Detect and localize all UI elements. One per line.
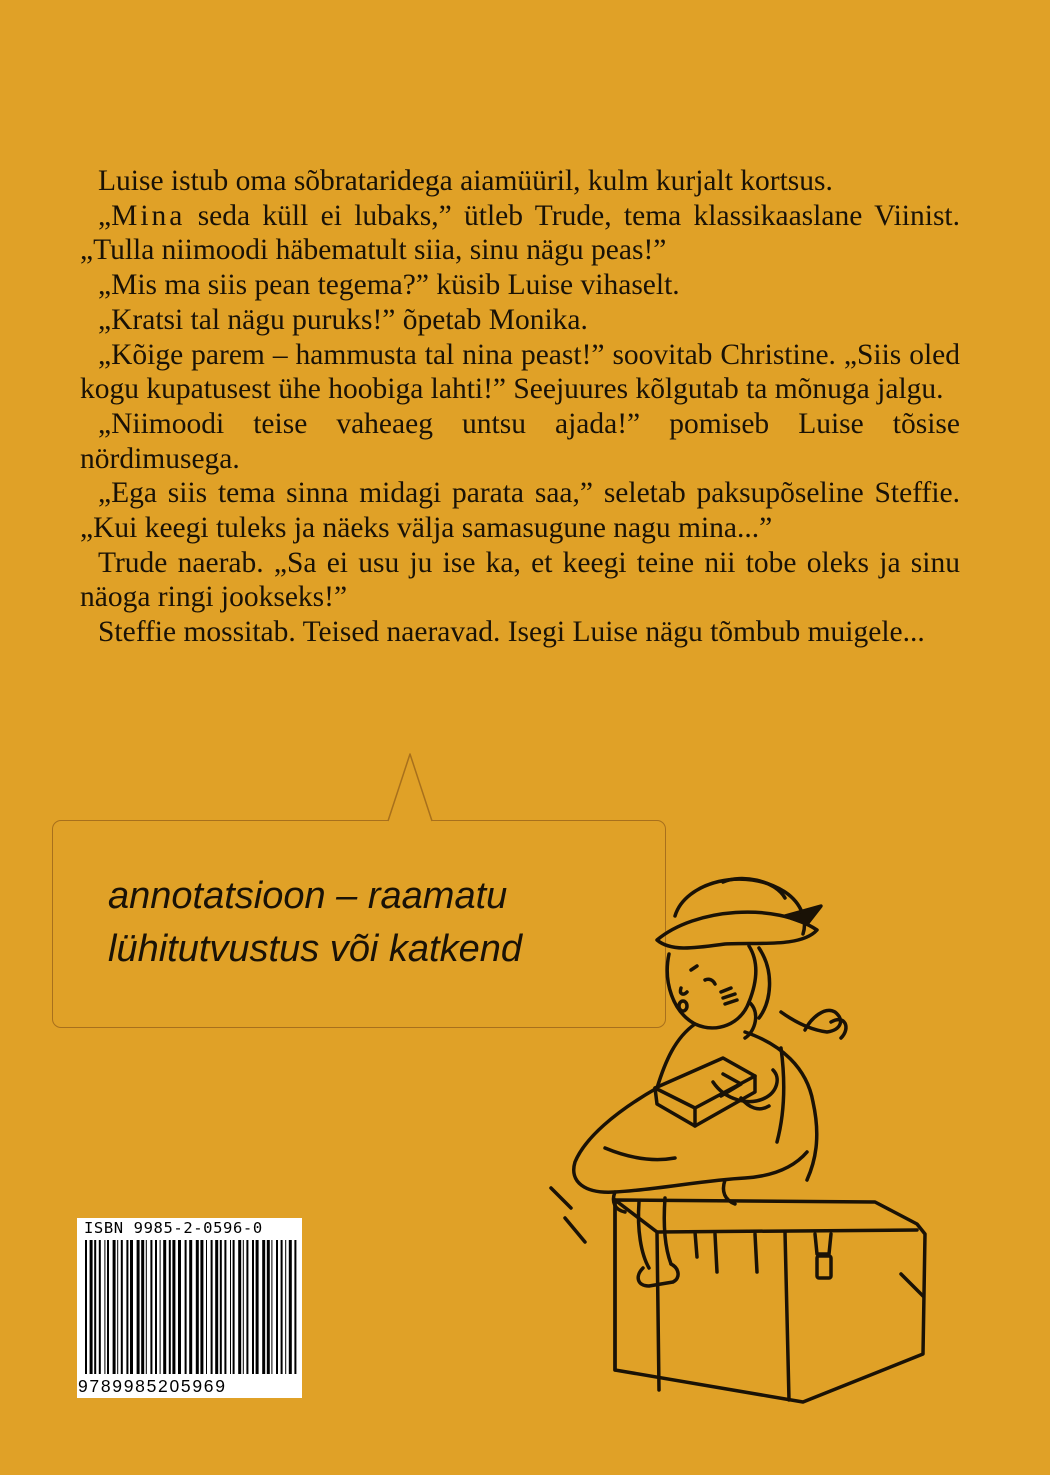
barcode-bar: [121, 1240, 123, 1374]
barcode-bar: [211, 1240, 213, 1374]
barcode-bar: [99, 1240, 101, 1374]
barcode-bar: [281, 1240, 283, 1374]
barcode-bar: [246, 1240, 248, 1374]
barcode-bar: [146, 1240, 147, 1374]
barcode-bar: [215, 1240, 218, 1374]
barcode-bar: [276, 1240, 278, 1374]
isbn-barcode: [77, 1218, 302, 1398]
barcode-bar: [233, 1240, 235, 1374]
barcode-bar: [252, 1240, 254, 1374]
callout-line: annotatsioon – raamatu: [108, 875, 508, 917]
blurb-paragraph: „Mis ma siis pean tegema?” küsib Luise vihaselt.: [98, 269, 680, 302]
barcode-bar: [169, 1240, 171, 1374]
blurb-paragraph: Trude naerab. „Sa ei usu ju ise ka, et keegi teine nii tobe oleks ja sinu näoga ringi jookseks!”: [80, 546, 960, 614]
barcode-bar: [238, 1240, 241, 1374]
barcode-bar: [189, 1240, 192, 1374]
barcode-bar: [104, 1240, 105, 1374]
barcode-bar: [155, 1240, 157, 1374]
barcode-bar: [256, 1240, 259, 1374]
blurb-paragraph: „Mina seda küll ei lubaks,” ütleb Trude, tema klassikaaslane Viinist. „Tulla niimoodi häbematult siia, sinu nägu peas!”: [80, 199, 960, 267]
barcode-bar: [196, 1240, 199, 1374]
barcode-bar: [130, 1240, 133, 1374]
barcode-bar: [141, 1240, 144, 1374]
blurb-paragraph: Luise istub oma sõbrataridega aiamüüril, kulm kurjalt kortsus.: [98, 165, 833, 197]
barcode-bar: [90, 1240, 93, 1374]
barcode-bar: [206, 1240, 207, 1374]
blurb-text: [80, 164, 960, 650]
barcode-bar: [126, 1240, 128, 1374]
blurb-paragraph: „Ega siis tema sinna midagi parata saa,” seletab paksupõseline Steffie. „Kui keegi tuleks ja näeks välja samasugune nagu mina...”: [80, 477, 960, 545]
barcode-bar: [224, 1240, 226, 1374]
callout-line: lühitutvustus või katkend: [108, 928, 523, 970]
ean-digits: 9789985205969: [78, 1376, 227, 1396]
barcode-bar: [85, 1240, 87, 1374]
barcode-bar: [262, 1240, 265, 1374]
barcode-bar: [267, 1240, 270, 1374]
barcode-bar: [178, 1240, 181, 1374]
barcode-bar: [163, 1240, 166, 1374]
barcode-bar: [285, 1240, 286, 1374]
barcode-bar: [230, 1240, 231, 1374]
barcode-bar: [294, 1240, 296, 1374]
barcode-bar: [243, 1240, 244, 1374]
callout-text: [108, 870, 522, 976]
barcode-bar: [117, 1240, 118, 1374]
isbn-label: ISBN 9985-2-0596-0: [84, 1219, 263, 1237]
barcode-bar: [107, 1240, 109, 1374]
barcode-bars: [85, 1240, 297, 1374]
barcode-bar: [220, 1240, 222, 1374]
blurb-paragraph: „Niimoodi teise vaheaeg untsu ajada!” pomiseb Luise tõsise nördimusega.: [80, 407, 960, 475]
barcode-bar: [172, 1240, 175, 1374]
callout-tail: [386, 752, 446, 824]
barcode-bar: [160, 1240, 161, 1374]
barcode-bar: [94, 1240, 96, 1374]
girl-sitting-on-trunk-drawing: [545, 862, 945, 1422]
blurb-paragraph: „Kratsi tal nägu puruks!” õpetab Monika.: [98, 303, 588, 336]
barcode-bar: [271, 1240, 272, 1374]
barcode-bar: [150, 1240, 152, 1374]
barcode-bar: [200, 1240, 203, 1374]
blurb-paragraph: „Kõige parem – hammusta tal nina peast!” soovitab Christine. „Siis oled kogu kupatusest ühe hoobiga lahti!” Seejuures kõlgutab ta mõnuga jalgu.: [80, 338, 960, 406]
barcode-bar: [289, 1240, 292, 1374]
blurb-paragraph: Steffie mossitab. Teised naeravad. Isegi Luise nägu tõmbub muigele...: [98, 616, 925, 649]
barcode-bar: [113, 1240, 116, 1374]
barcode-bar: [137, 1240, 140, 1374]
barcode-bar: [185, 1240, 187, 1374]
